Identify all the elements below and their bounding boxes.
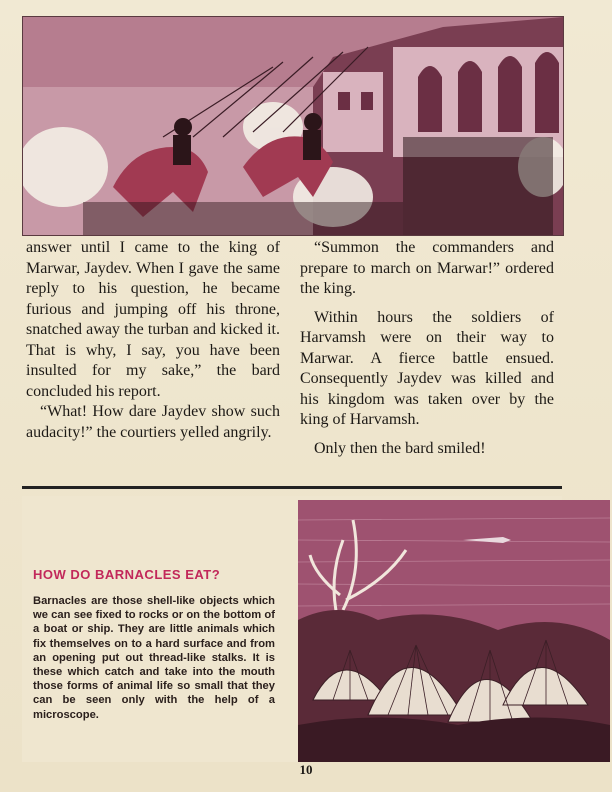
story-paragraph: Only then the bard smiled!	[314, 439, 486, 457]
story-paragraph: Within hours the soldiers of Harvamsh were on their way to Marwar. A fierce battle ensued. Consequently Jaydev was killed and his kingdom was taken over by the king of Harvamsh.	[300, 308, 554, 428]
story-paragraph: answer until I came to the king of Marwar, Jaydev. When I gave the same reply to his question, he became furious and jumping off his throne, snatched away the turban and kicked it. That is why, I say, you have been insulted for my sake,” the bard concluded his report.	[26, 239, 280, 400]
story-right-column	[300, 238, 554, 459]
story-left-column	[26, 238, 280, 443]
battle-illustration	[22, 16, 564, 236]
story-paragraph: “Summon the commanders and prepare to march on Marwar!” ordered the king.	[300, 239, 554, 297]
fact-text: Barnacles are those shell-like objects which we can see fixed to rocks or on the bottom of a boat or ship. They are little animals which fix themselves on to a hard surface and from an opening put out thread-like stalks. It is these which catch and take into the mouth those forms of animal life so small that they can be seen only with the help of a microscope.	[33, 595, 275, 721]
barnacles-illustration	[298, 500, 610, 762]
section-divider	[22, 486, 562, 489]
fact-title: HOW DO BARNACLES EAT?	[33, 567, 221, 582]
story-paragraph: “What! How dare Jaydev show such audacity!” the courtiers yelled angrily.	[26, 403, 280, 441]
page-number: 10	[299, 762, 313, 777]
